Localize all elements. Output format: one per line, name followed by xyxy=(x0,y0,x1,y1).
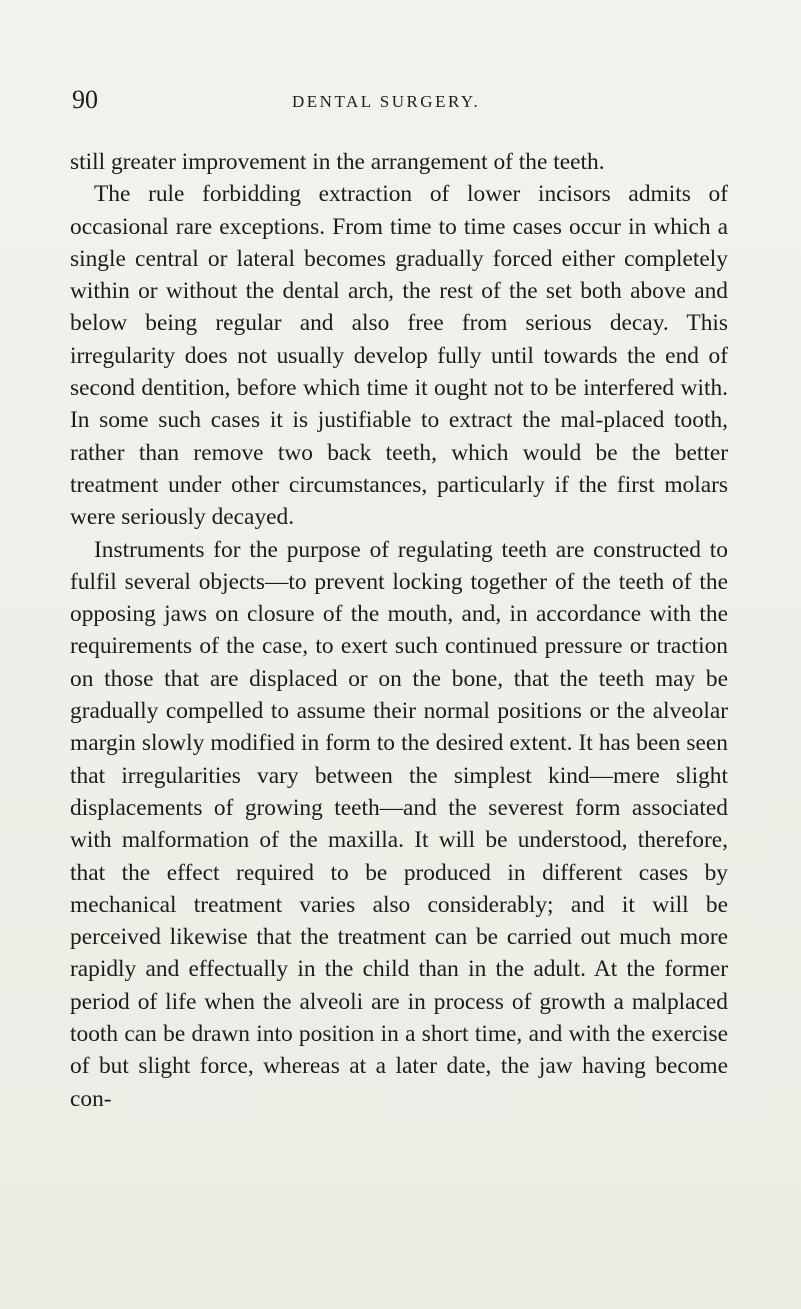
paragraph-regulating-instruments: Instruments for the purpose of regulating teeth are constructed to fulfil several objects—to prevent locking together of the teeth of the opposing jaws on closure of the mouth, and, in accordance with the requirements of the case, to exert such continued pressure or traction on those that are displaced or on the bone, that the teeth may be gradually compelled to assume their normal positions or the alveolar margin slowly modified in form to the desired extent. It has been seen that irregularities vary between the simplest kind—mere slight displacements of growing teeth—and the severest form associated with malformation of the maxilla. It will be understood, therefore, that the effect required to be produced in different cases by mechanical treatment varies also considerably; and it will be perceived likewise that the treatment can be carried out much more rapidly and effectually in the child than in the adult. At the former period of life when the alveoli are in process of growth a malplaced tooth can be drawn into position in a short time, and with the exercise of but slight force, whereas at a later date, the jaw having become con- xyxy=(70,536,728,1112)
paragraph-extraction-rule: The rule forbidding extraction of lower incisors admits of occasional rare exceptions. From time to time cases occur in which a single central or lateral becomes gradually forced either completely within or without the dental arch, the rest of the set both above and below being regular and also free from serious decay. This irregularity does not usually develop fully until towards the end of second dentition, before which time it ought not to be interfered with. In some such cases it is justifiable to extract the mal-placed tooth, rather than remove two back teeth, which would be the better treatment under other circumstances, particularly if the first molars were seriously decayed. xyxy=(70,181,728,531)
running-title: DENTAL SURGERY. xyxy=(292,92,481,111)
paragraph-continuation: still greater improvement in the arrangement of the teeth. xyxy=(70,149,605,175)
body-text xyxy=(70,146,728,1115)
running-head xyxy=(72,84,732,116)
page-number: 90 xyxy=(72,85,98,114)
